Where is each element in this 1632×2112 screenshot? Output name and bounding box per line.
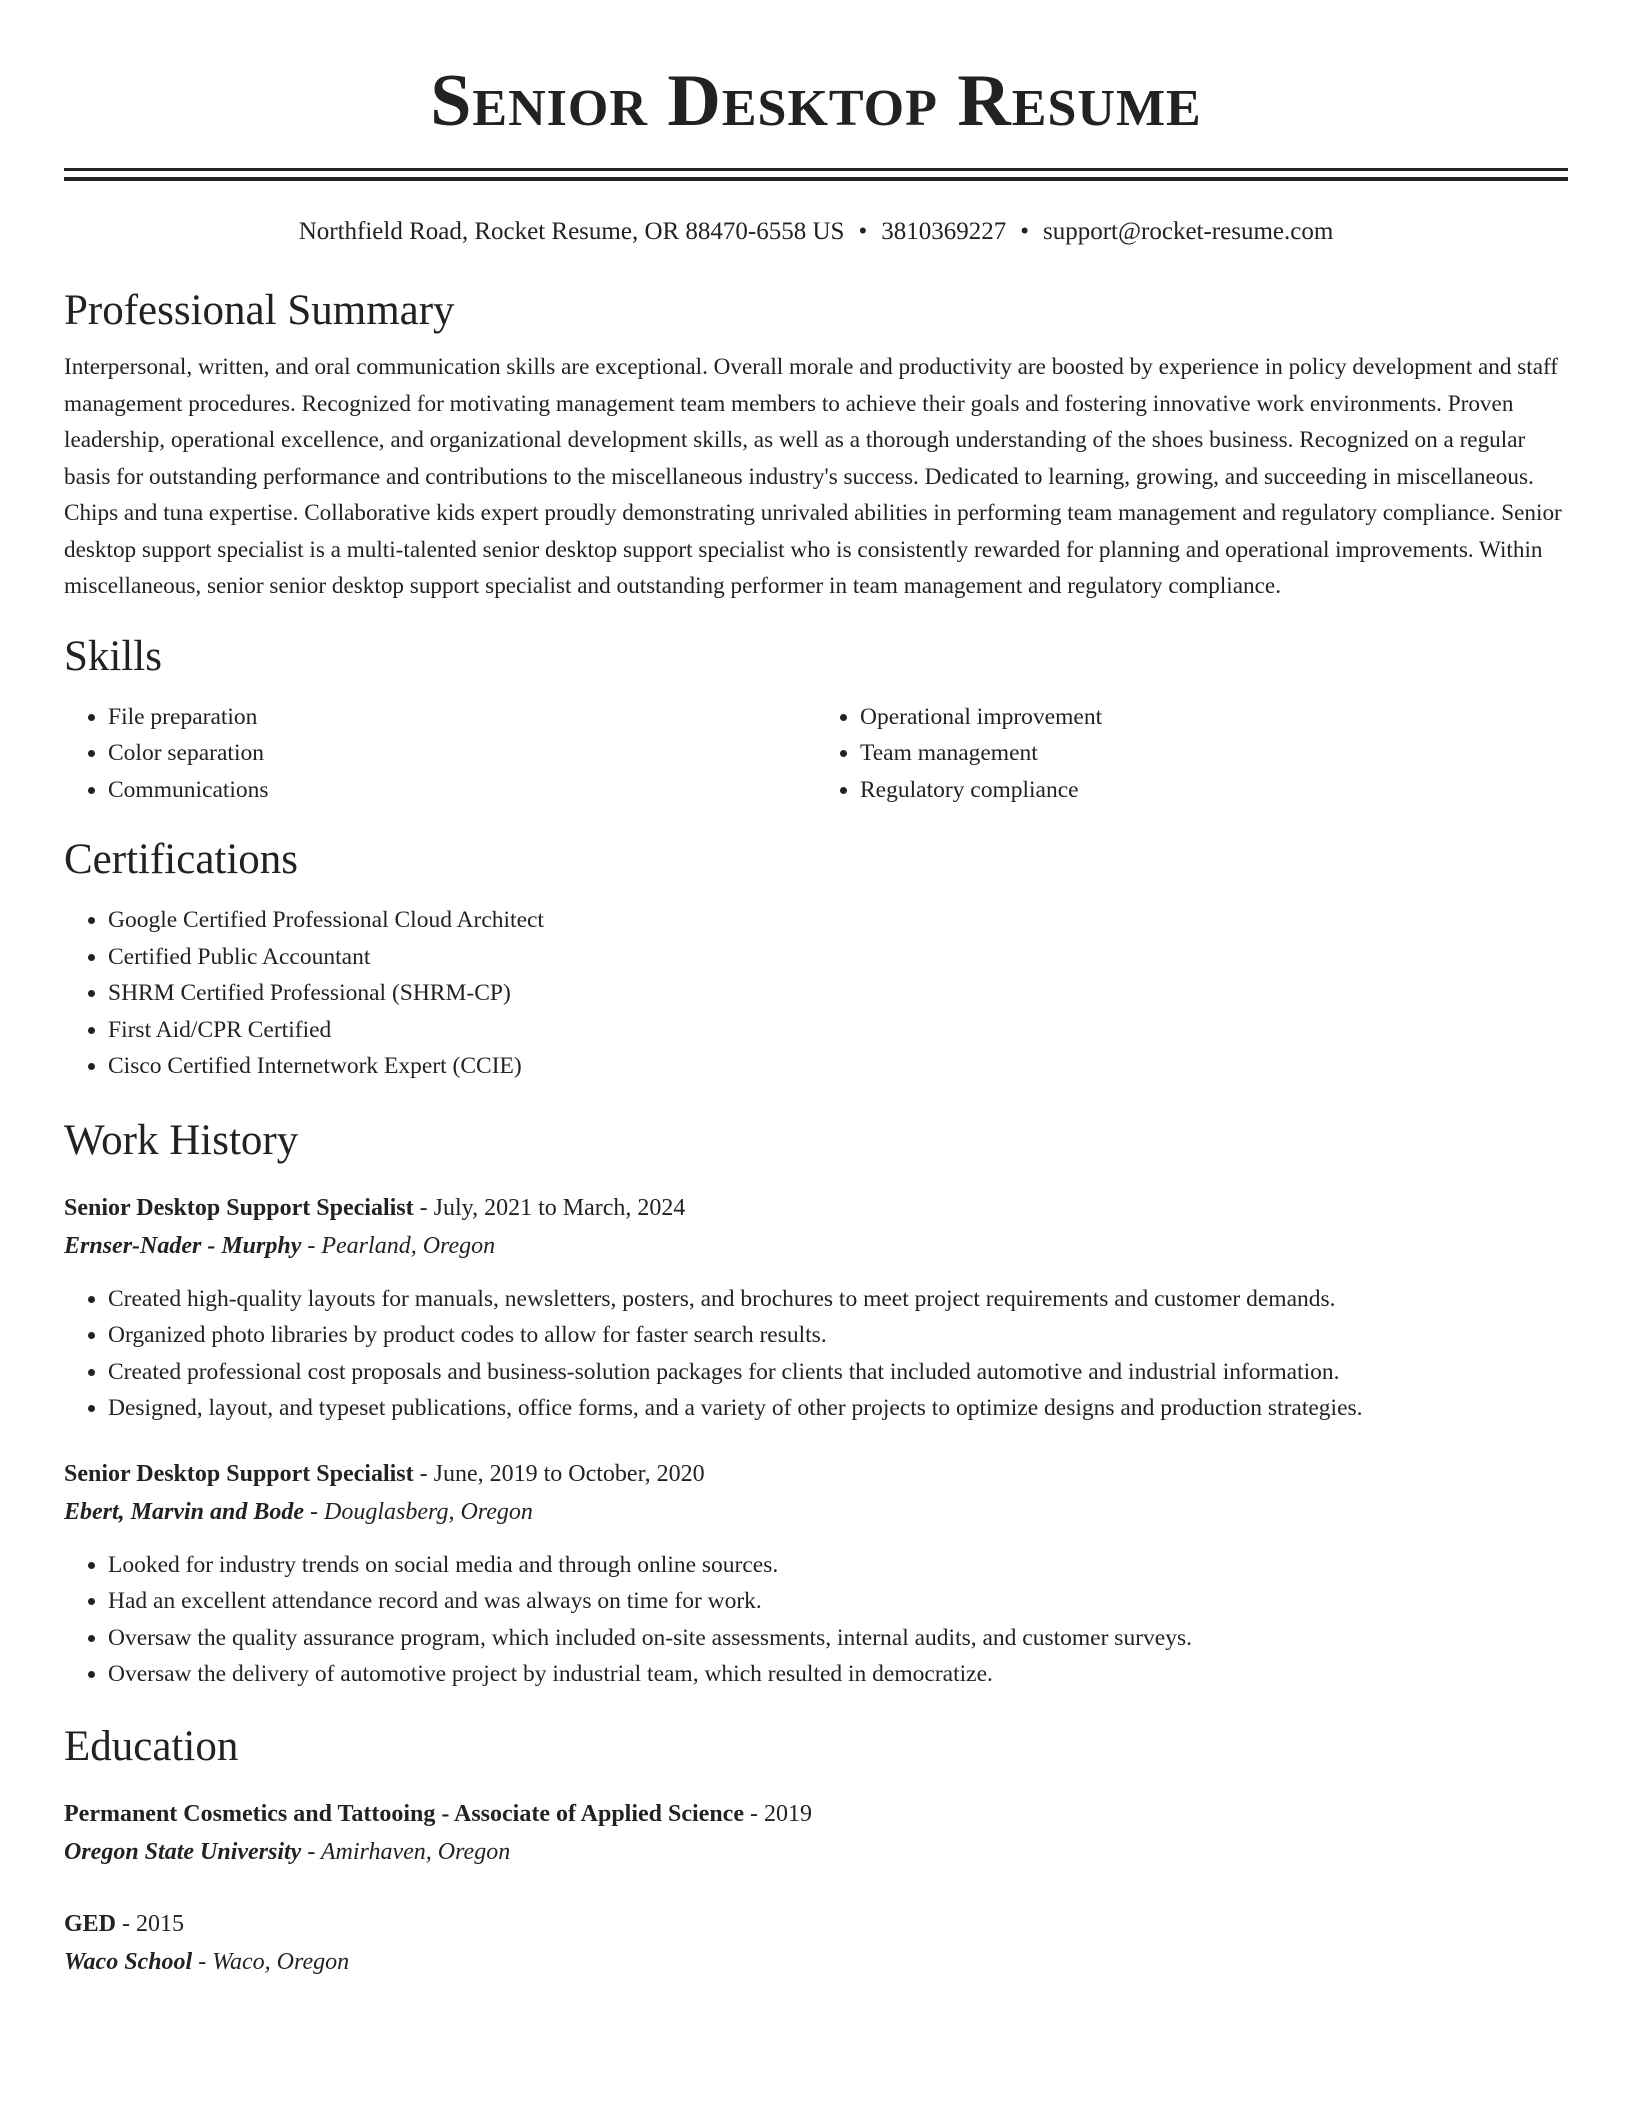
contact-email: support@rocket-resume.com xyxy=(1043,218,1334,245)
education-degree: Permanent Cosmetics and Tattooing - Associate of Applied Science xyxy=(64,1800,744,1827)
job-bullet: • Had an excellent attendance record and was always on time for work. xyxy=(108,1583,1568,1620)
job-bullet: • Created high-quality layouts for manuals, newsletters, posters, and brochures to meet project requirements and customer demands. xyxy=(108,1281,1568,1318)
skills-heading: Skills xyxy=(64,632,162,680)
skills-section xyxy=(64,631,1568,809)
skills-list-left xyxy=(64,699,816,809)
skill-item: • Regulatory compliance xyxy=(860,772,1568,809)
job-dates: - July, 2021 to March, 2024 xyxy=(413,1194,686,1221)
education-location: - Amirhaven, Oregon xyxy=(301,1838,511,1865)
job-bullet: • Oversaw the quality assurance program, which included on-site assessments, internal audits, and customer surveys. xyxy=(108,1620,1568,1657)
job-bullets xyxy=(64,1547,1568,1693)
job-dates: - June, 2019 to October, 2020 xyxy=(413,1460,705,1487)
summary-heading: Professional Summary xyxy=(64,287,455,334)
summary-text: Interpersonal, written, and oral communication skills are exceptional. Overall morale and productivity are boosted by experience in policy development and staff management procedures. Recognized for motivating management team members to achieve their goals and fostering innovative work environments. Proven leadership, operational excellence, and organizational development skills, as well as a thorough understanding of the shoes business. Recognized on a regular basis for outstanding performance and contributions to the miscellaneous industry's success. Dedicated to learning, growing, and succeeding in miscellaneous. Chips and tuna expertise. Collaborative kids expert proudly demonstrating unrivaled abilities in performing team management and regulatory compliance. Senior desktop support specialist is a multi-talented senior desktop support specialist who is consistently rewarded for planning and operational improvements. Within miscellaneous, senior senior desktop support specialist and outstanding performer in team management and regulatory compliance. xyxy=(64,354,1562,599)
job-location: - Douglasberg, Oregon xyxy=(304,1498,533,1525)
education-header xyxy=(64,1905,1568,1943)
education-header xyxy=(64,1795,1568,1833)
job-bullet: • Designed, layout, and typeset publications, office forms, and a variety of other projects to optimize designs and production strategies. xyxy=(108,1390,1568,1427)
skills-list-right xyxy=(816,699,1568,809)
education-section xyxy=(64,1721,1568,1981)
skill-item: • Team management xyxy=(860,735,1568,772)
certifications-list xyxy=(64,902,1568,1085)
job-entry xyxy=(64,1189,1568,1427)
job-title: Senior Desktop Support Specialist xyxy=(64,1460,414,1487)
job-employer xyxy=(64,1493,1568,1531)
title-divider-bottom xyxy=(64,177,1568,181)
contact-address: Northfield Road, Rocket Resume, OR 88470-6558 US xyxy=(298,218,845,245)
job-bullet: • Oversaw the delivery of automotive project by industrial team, which resulted in democratize. xyxy=(108,1656,1568,1693)
work-history-section xyxy=(64,1115,1568,1693)
contact-separator: • xyxy=(858,218,868,245)
certification-item: • Google Certified Professional Cloud Architect xyxy=(108,902,1568,939)
education-school: Waco School xyxy=(64,1948,193,1975)
job-bullet: • Organized photo libraries by product codes to allow for faster search results. xyxy=(108,1317,1568,1354)
job-location: - Pearland, Oregon xyxy=(301,1232,496,1259)
job-company: Ernser-Nader - Murphy xyxy=(64,1232,302,1259)
education-year: - 2019 xyxy=(743,1800,812,1827)
certification-item: • SHRM Certified Professional (SHRM-CP) xyxy=(108,975,1568,1012)
job-bullet: • Looked for industry trends on social media and through online sources. xyxy=(108,1547,1568,1584)
skill-item: • Communications xyxy=(108,772,816,809)
job-header xyxy=(64,1189,1568,1227)
education-location: - Waco, Oregon xyxy=(192,1948,350,1975)
contact-separator: • xyxy=(1020,218,1029,245)
education-entry xyxy=(64,1795,1568,1871)
certifications-heading: Certifications xyxy=(64,836,299,883)
job-bullet: • Created professional cost proposals and business-solution packages for clients that included automotive and industrial information. xyxy=(108,1354,1568,1391)
education-degree: GED xyxy=(64,1910,117,1937)
job-company: Ebert, Marvin and Bode xyxy=(64,1498,305,1525)
job-entry xyxy=(64,1455,1568,1693)
skill-item: • File preparation xyxy=(108,699,816,736)
education-institution xyxy=(64,1943,1568,1981)
job-employer xyxy=(64,1227,1568,1265)
job-title: Senior Desktop Support Specialist xyxy=(64,1194,414,1221)
education-school: Oregon State University xyxy=(64,1838,302,1865)
certification-item: • First Aid/CPR Certified xyxy=(108,1012,1568,1049)
skill-item: • Color separation xyxy=(108,735,816,772)
job-bullets xyxy=(64,1281,1568,1427)
summary-section xyxy=(64,285,1568,605)
education-entry xyxy=(64,1905,1568,1981)
skill-item: • Operational improvement xyxy=(860,699,1568,736)
contact-line xyxy=(64,217,1568,247)
certifications-section xyxy=(64,834,1568,1085)
contact-phone: 3810369227 xyxy=(881,218,1007,245)
certification-item: • Cisco Certified Internetwork Expert (CCIE) xyxy=(108,1048,1568,1085)
work-history-heading: Work History xyxy=(64,1116,299,1164)
resume-title: Senior Desktop Resume xyxy=(430,60,1202,142)
education-institution xyxy=(64,1833,1568,1871)
skills-columns xyxy=(64,699,1568,809)
education-heading: Education xyxy=(64,1722,239,1770)
title-divider-top xyxy=(64,168,1568,171)
job-header xyxy=(64,1455,1568,1493)
certification-item: • Certified Public Accountant xyxy=(108,939,1568,976)
education-year: - 2015 xyxy=(116,1910,185,1937)
